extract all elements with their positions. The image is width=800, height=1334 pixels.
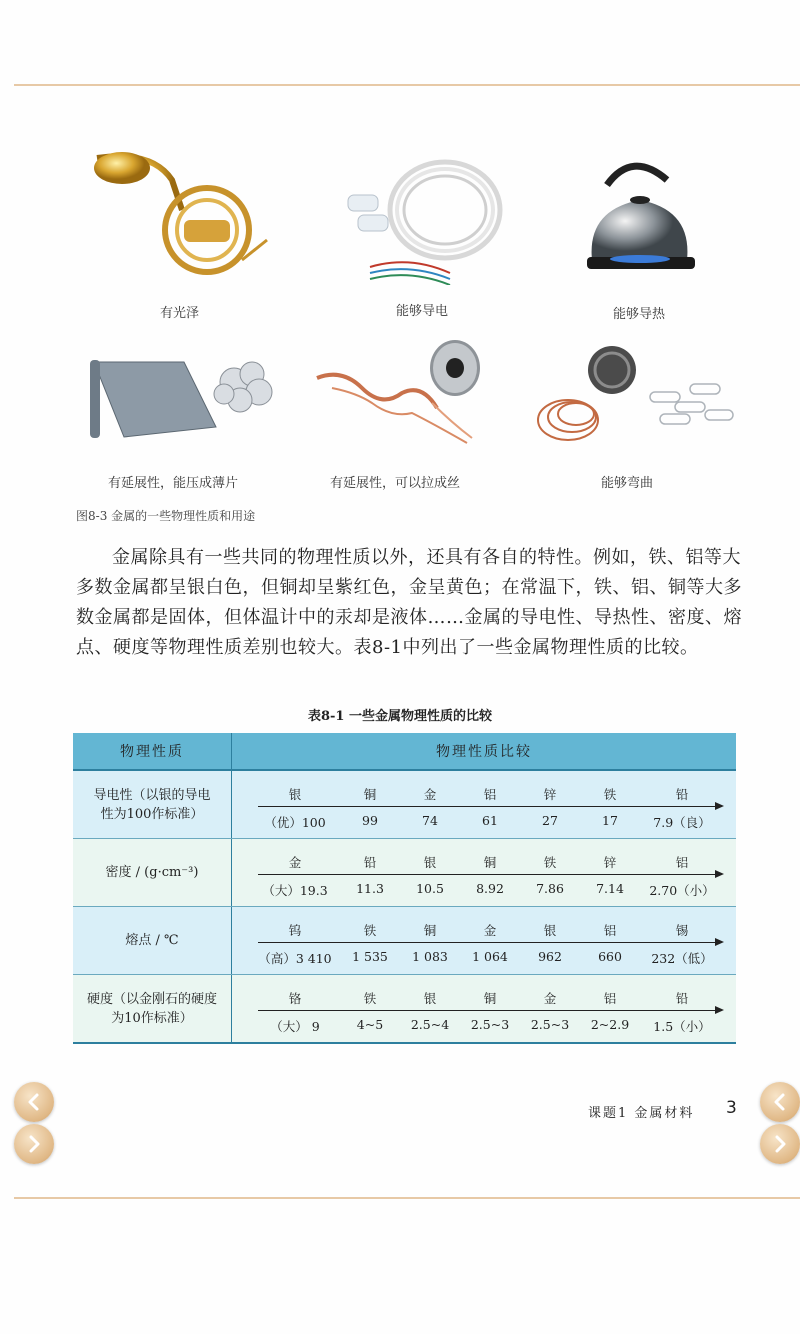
table-row — [73, 839, 736, 907]
caption-luster: 有光泽 — [160, 306, 200, 321]
metal-value: 962 — [538, 949, 562, 964]
prev-page-button-right[interactable] — [760, 1082, 800, 1122]
metal-value: 7.9（良） — [653, 815, 711, 830]
metal-name: 银 — [543, 923, 557, 938]
row-label-melting-point: 熔点 / ℃ — [73, 907, 232, 975]
metal-value: 8.92 — [476, 881, 504, 896]
metal-value: 2.5~3 — [470, 1017, 510, 1032]
wire-spool-image — [312, 333, 492, 448]
metal-value: 2~2.9 — [590, 1017, 630, 1032]
metal-name: 铜 — [423, 923, 437, 938]
metal-name: 铁 — [603, 787, 617, 802]
figure-caption: 图8-3 金属的一些物理性质和用途 — [76, 509, 256, 523]
metal-name: 铁 — [363, 923, 377, 938]
metal-name: 铝 — [603, 991, 617, 1006]
metal-value: （大）19.3 — [262, 883, 328, 898]
caption-wire: 有延展性，可以拉成丝 — [330, 476, 461, 491]
conductivity-scale — [232, 771, 736, 838]
scale-arrow — [258, 942, 722, 943]
metal-properties-table — [73, 733, 736, 1044]
metal-value: 4~5 — [356, 1017, 384, 1032]
hardness-scale — [232, 975, 736, 1042]
metal-value: 1 535 — [352, 949, 388, 964]
metal-name: 铁 — [363, 991, 377, 1006]
metal-value: 2.70（小） — [649, 883, 715, 898]
metal-value: （高）3 410 — [258, 951, 332, 966]
metal-value: 99 — [362, 813, 378, 828]
next-page-button-right[interactable] — [760, 1124, 800, 1164]
metal-name: 铅 — [675, 787, 689, 802]
caption-conductivity: 能够导电 — [396, 304, 449, 319]
melting-point-scale — [232, 907, 736, 974]
metal-foil-image — [84, 352, 279, 442]
metal-name: 锌 — [543, 787, 557, 802]
next-page-button-left[interactable] — [14, 1124, 54, 1164]
metal-value: 74 — [422, 813, 438, 828]
metal-name: 铬 — [288, 991, 302, 1006]
chevron-right-icon — [24, 1134, 44, 1154]
metal-name: 金 — [483, 923, 497, 938]
metal-name: 钨 — [288, 923, 302, 938]
chevron-right-icon — [770, 1134, 790, 1154]
row-label-density: 密度 / (g·cm⁻³) — [73, 839, 232, 907]
scale-arrow — [258, 806, 722, 807]
scale-arrow — [258, 1010, 722, 1011]
metal-name: 金 — [423, 787, 437, 802]
metal-name: 铜 — [483, 991, 497, 1006]
metal-name: 金 — [288, 855, 302, 870]
metal-value: 17 — [602, 813, 618, 828]
row-label-conductivity: 导电性（以银的导电性为100作标准） — [73, 770, 232, 839]
header-comparison: 物理性质比较 — [232, 733, 737, 770]
metal-name: 银 — [423, 991, 437, 1006]
metal-name: 锌 — [603, 855, 617, 870]
metal-name: 铅 — [675, 991, 689, 1006]
metal-name: 锡 — [675, 923, 689, 938]
metal-name: 铝 — [483, 787, 497, 802]
top-divider — [14, 84, 800, 86]
metal-name: 银 — [423, 855, 437, 870]
bent-metal-image — [530, 342, 740, 447]
metal-value: 2.5~3 — [530, 1017, 570, 1032]
metal-name: 金 — [543, 991, 557, 1006]
section-footer: 课题1 金属材料 — [588, 1106, 695, 1121]
table-row — [73, 975, 736, 1044]
metal-value: 1 064 — [472, 949, 508, 964]
metal-value: 61 — [482, 813, 498, 828]
page-number: 3 — [726, 1098, 737, 1118]
density-scale — [232, 839, 736, 906]
metal-value: 7.86 — [536, 881, 564, 896]
metal-name: 铅 — [363, 855, 377, 870]
metal-value: 11.3 — [356, 881, 384, 896]
caption-heat: 能够导热 — [613, 307, 666, 322]
table-row — [73, 770, 736, 839]
electric-cable-image — [340, 155, 510, 285]
table-row — [73, 907, 736, 975]
caption-foil: 有延展性，能压成薄片 — [108, 476, 239, 491]
metal-value: （大） 9 — [270, 1019, 320, 1034]
header-property: 物理性质 — [73, 733, 232, 770]
metal-name: 铝 — [675, 855, 689, 870]
chevron-left-icon — [24, 1092, 44, 1112]
metal-value: 1 083 — [412, 949, 448, 964]
metal-value: 2.5~4 — [410, 1017, 450, 1032]
row-label-hardness: 硬度（以金刚石的硬度为10作标准） — [73, 975, 232, 1044]
metal-name: 铝 — [603, 923, 617, 938]
metal-name: 铜 — [363, 787, 377, 802]
chevron-left-icon — [770, 1092, 790, 1112]
metal-value: 1.5（小） — [653, 1019, 711, 1034]
bottom-divider — [14, 1197, 800, 1199]
metal-name: 银 — [288, 787, 302, 802]
table-caption: 表8-1 一些金属物理性质的比较 — [307, 709, 492, 724]
prev-page-button-left[interactable] — [14, 1082, 54, 1122]
body-paragraph: 金属除具有一些共同的物理性质以外，还具有各自的特性。例如，铁、铝等大多数金属都呈银白色，但铜却呈紫红色，金呈黄色；在常温下，铁、铝、铜等大多数金属都是固体，但体温计中的汞却是液体……金属的导电性、导热性、密度、熔点、硬度等物理性质差别也较大。表8-1中列出了一些金属物理性质的比较。 — [76, 547, 742, 658]
metal-value: 10.5 — [416, 881, 444, 896]
scale-arrow — [258, 874, 722, 875]
metal-name: 铜 — [483, 855, 497, 870]
french-horn-image — [92, 150, 272, 285]
kettle-image — [582, 155, 702, 285]
caption-bend: 能够弯曲 — [601, 476, 654, 491]
metal-value: 7.14 — [596, 881, 624, 896]
metal-value: 27 — [542, 813, 558, 828]
metal-value: （优）100 — [264, 815, 326, 830]
metal-name: 铁 — [543, 855, 557, 870]
metal-value: 660 — [598, 949, 622, 964]
metal-value: 232（低） — [651, 951, 713, 966]
